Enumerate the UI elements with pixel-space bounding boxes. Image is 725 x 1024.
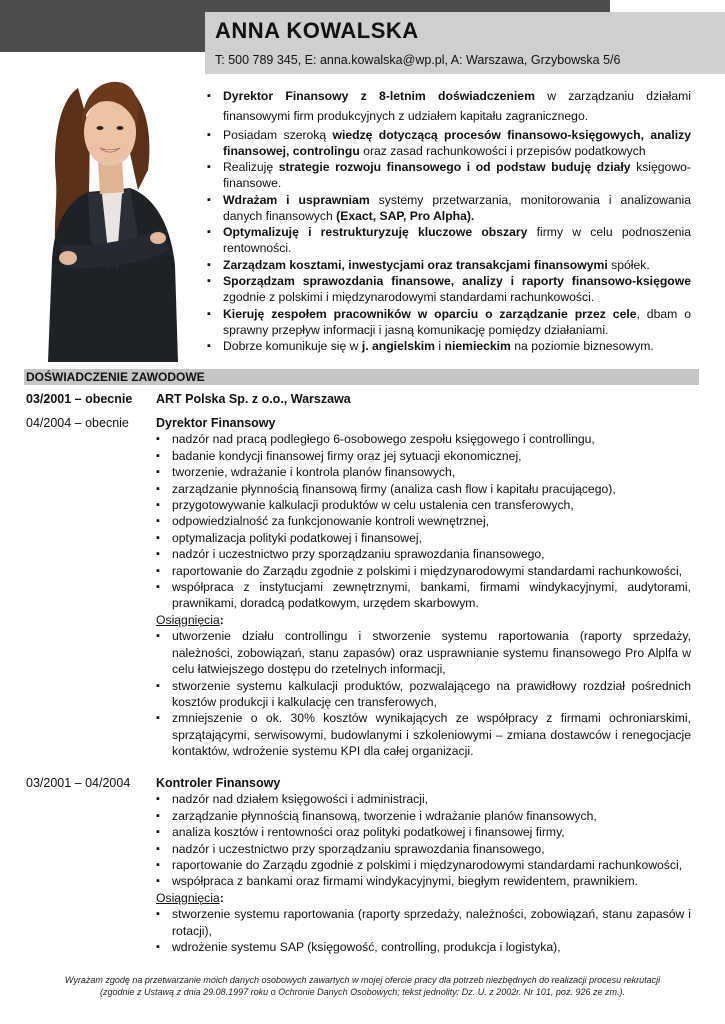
list-item: ▪ wdrożenie systemu SAP (księgowość, controlling, produkcja i logistyka),: [156, 939, 691, 955]
list-item: ▪ analiza kosztów i rentowności oraz polityki podatkowej i finansowej firmy,: [156, 824, 691, 840]
summary-item: ▪ Wdrażam i usprawniam systemy przetwarzania, monitorowania i analizowania danych finansowych (Exact, SAP, Pro Alpha).: [207, 192, 691, 224]
job-title: Kontroler Finansowy: [156, 776, 281, 790]
list-item: ▪ raportowanie do Zarządu zgodnie z polskimi i międzynarodowymi standardami rachunkowości,: [156, 857, 691, 873]
list-item: ▪ raportowanie do Zarządu zgodnie z polskimi i międzynarodowymi standardami rachunkowości,: [156, 563, 691, 579]
header-dark-strip: [205, 0, 610, 12]
summary-item: ▪ Dobrze komunikuje się w j. angielskim i niemieckim na poziomie biznesowym.: [207, 338, 691, 354]
achievements-label: Osiągnięcia:: [156, 612, 224, 627]
gdpr-consent-footer: [40, 974, 685, 998]
summary-item: ▪ Zarządzam kosztami, inwestycjami oraz transakcjami finansowymi spółek.: [207, 257, 691, 273]
contact-line: T: 500 789 345, E: anna.kowalska@wp.pl, A: Warszawa, Grzybowska 5/6: [215, 53, 621, 67]
achievements-list: [156, 628, 691, 759]
achievements-list: [156, 906, 691, 955]
list-item: ▪ tworzenie, wdrażanie i kontrola planów finansowych,: [156, 464, 691, 480]
list-item: ▪ odpowiedzialność za funkcjonowanie kontroli wewnętrznej,: [156, 513, 691, 529]
candidate-name: ANNA KOWALSKA: [215, 18, 419, 43]
summary-item: ▪ Kieruję zespołem pracowników w oparciu o zarządzanie przez cele, dbam o sprawny przepływ informacji i jasną komunikację pomiędzy działaniami.: [207, 306, 691, 338]
list-item: ▪ utworzenie działu controllingu i stworzenie systemu raportowania (raporty sprzedaży, należności, zobowiązań, stanu zapasów) oraz usprawnianie systemu finansowego Pro Alplfa w celu łatwiejszego dostępu do rzetelnych informacji,: [156, 628, 691, 677]
duties-list: [156, 791, 691, 889]
portrait-photo: [30, 70, 180, 362]
job-entry-2: [156, 775, 691, 955]
consent-line-2: (zgodnie z Ustawą z dnia 29.08.1997 roku o Ochronie Danych Osobowych; tekst jednolity: Dz. U. z 2002r. Nr 101, poz. 926 ze zm.).: [100, 987, 625, 997]
company-name: ART Polska Sp. z o.o., Warszawa: [156, 392, 351, 406]
list-item: ▪ zarządzanie płynnością finansową firmy (analiza cash flow i kapitału pracującego),: [156, 481, 691, 497]
list-item: ▪ współpraca z bankami oraz firmami windykacyjnymi, biegłym rewidentem, prawnikiem.: [156, 873, 691, 889]
profile-summary: [207, 86, 691, 355]
summary-item: ▪ Realizuję strategie rozwoju finansowego i od podstaw buduję działy księgowo-finansowe.: [207, 159, 691, 191]
header-dark-bar: [0, 0, 205, 52]
list-item: ▪ współpraca z instytucjami zewnętrznymi, bankami, firmami windykacyjnymi, audytorami, prawnikami, doradcą podatkowym, urzędem skarbowym.: [156, 579, 691, 612]
summary-item: ▪ Sporządzam sprawozdania finansowe, analizy i raporty finansowo-księgowe zgodnie z polskimi i międzynarodowymi standardami rachunkowości.: [207, 273, 691, 305]
list-item: ▪ zarządzanie płynnością finansową, tworzenie i wdrażanie planów finansowych,: [156, 808, 691, 824]
summary-item: ▪ Posiadam szeroką wiedzę dotyczącą procesów finansowo-księgowych, analizy finansowej, controlingu oraz zasad rachunkowości i przepisów podatkowych: [207, 127, 691, 159]
list-item: ▪ nadzór i uczestnictwo przy sporządzaniu sprawozdania finansowego,: [156, 841, 691, 857]
employment-period: 03/2001 – obecnie: [26, 392, 133, 406]
consent-line-1: Wyrażam zgodę na przetwarzanie moich danych osobowych zawartych w mojej ofercie pracy dla potrzeb niezbędnych do realizacji procesu rekrutacji: [64, 975, 661, 985]
list-item: ▪ przygotowywanie kalkulacji produktów w celu ustalenia cen transferowych,: [156, 497, 691, 513]
list-item: ▪ badanie kondycji finansowej firmy oraz jej sytuacji ekonomicznej,: [156, 448, 691, 464]
list-item: ▪ stworzenie systemu raportowania (raporty sprzedaży, należności, zobowiązań, stanu zapasów i rotacji),: [156, 906, 691, 939]
list-item: ▪ nadzór nad działem księgowości i administracji,: [156, 791, 691, 807]
job-period-1: 04/2004 – obecnie: [26, 416, 129, 430]
list-item: ▪ stworzenie systemu kalkulacji produktów, pozwalającego na prawidłowy rozdział pośrednich kosztów produkcji i kalkulację cen transferowych,: [156, 678, 691, 711]
list-item: ▪ optymalizacja polityki podatkowej i finansowej,: [156, 530, 691, 546]
section-title-experience: DOŚWIADCZENIE ZAWODOWE: [26, 370, 205, 384]
summary-item: ▪ Optymalizuję i restrukturyzuję kluczowe obszary firmy w celu podnoszenia rentowności.: [207, 224, 691, 256]
list-item: ▪ nadzór nad pracą podległego 6-osobowego zespołu księgowego i controllingu,: [156, 431, 691, 447]
achievements-label: Osiągnięcia:: [156, 890, 224, 905]
summary-item: ▪ Dyrektor Finansowy z 8-letnim doświadczeniem w zarządzaniu działami finansowymi firm produkcyjnych z udziałem kapitału zagranicznego.: [207, 86, 691, 126]
job-title: Dyrektor Finansowy: [156, 416, 276, 430]
list-item: ▪ nadzór i uczestnictwo przy sporządzaniu sprawozdania finansowego,: [156, 546, 691, 562]
duties-list: [156, 431, 691, 611]
list-item: ▪ zmniejszenie o ok. 30% kosztów wynikających ze współpracy z firmami ochroniarskimi, sprzątającymi, serwisowymi, budowlanymi i szkoleniowymi – zmiana dostawców i renegocjacje kontaktów, wdrożenie systemu KPI dla całej organizacji.: [156, 710, 691, 759]
job-entry-1: [156, 415, 691, 760]
job-period-2: 03/2001 – 04/2004: [26, 776, 131, 790]
